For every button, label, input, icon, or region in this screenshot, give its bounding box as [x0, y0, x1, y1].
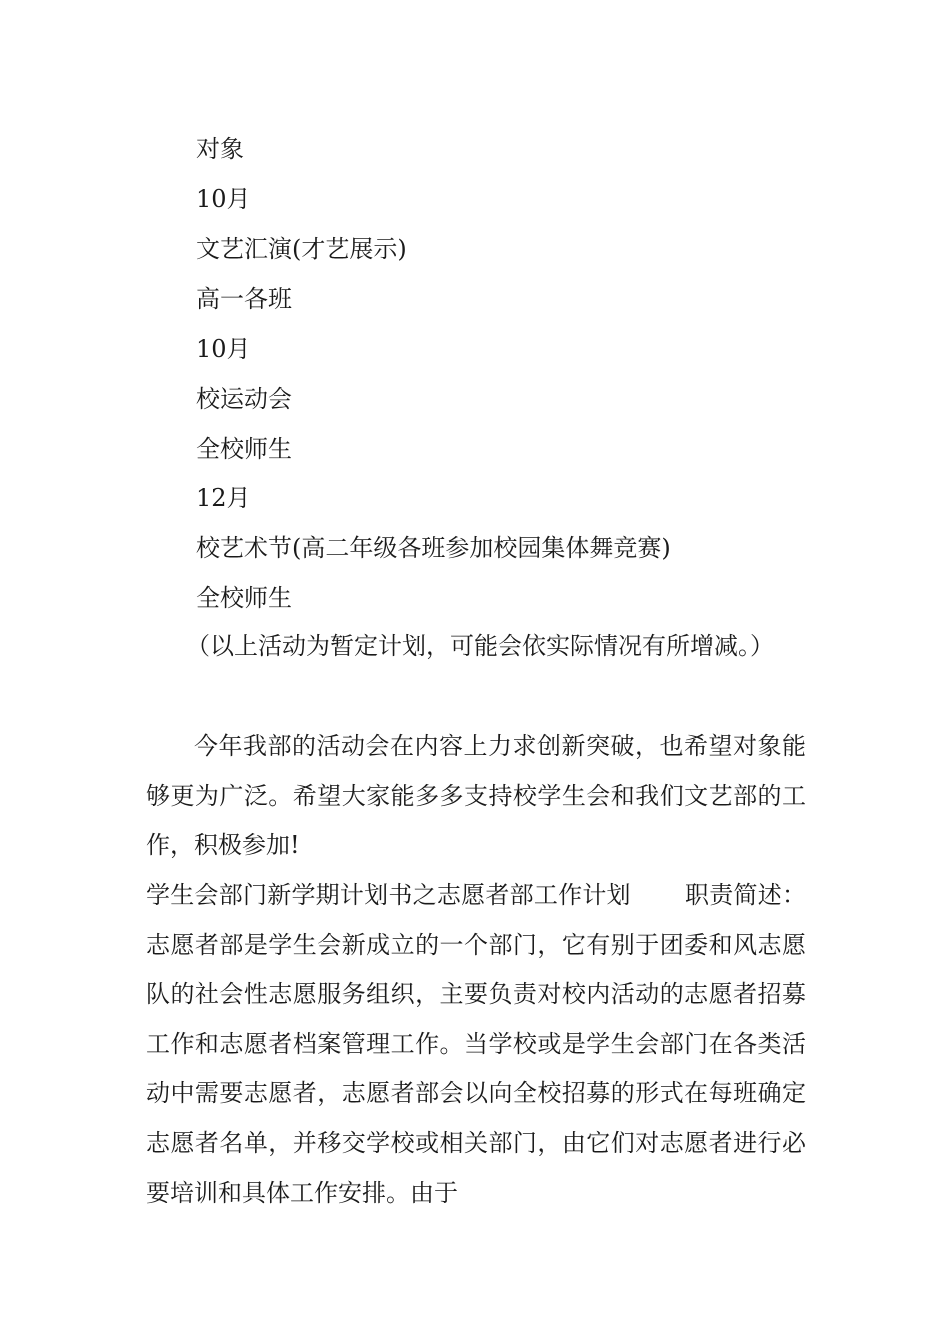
table-line-activity: 文艺汇演(才艺展示)	[196, 235, 407, 263]
table-line-target: 全校师生	[196, 584, 292, 612]
table-line-target: 高一各班	[196, 285, 292, 313]
table-line-target-header: 对象	[196, 135, 244, 163]
section-body: 职责简述：志愿者部是学生会新成立的一个部门，它有别于团委和风志愿队的社会性志愿服务组织，主要负责对校内活动的志愿者招募工作和志愿者档案管理工作。当学校或是学生会部门在各类活动中需要志愿者，志愿者部会以向全校招募的形式在每班确定志愿者名单，并移交学校或相关部门，由它们对志愿者进行必要培训和具体工作安排。由于	[146, 881, 807, 1207]
table-line-month: 10月	[196, 185, 251, 213]
table-line-month: 10月	[196, 335, 251, 363]
section-paragraph	[146, 871, 806, 1218]
plan-note-paragraph: （以上活动为暂定计划，可能会依实际情况有所增减。）	[186, 632, 774, 660]
table-line-activity: 校艺术节(高二年级各班参加校园集体舞竞赛)	[196, 534, 671, 562]
table-line-activity: 校运动会	[196, 385, 292, 413]
closing-paragraph: 今年我部的活动会在内容上力求创新突破，也希望对象能够更为广泛。希望大家能多多支持校学生会和我们文艺部的工作，积极参加!	[146, 732, 806, 860]
table-line-month: 12月	[196, 484, 251, 512]
table-line-target: 全校师生	[196, 435, 292, 463]
section-title: 学生会部门新学期计划书之志愿者部工作计划	[146, 881, 631, 909]
